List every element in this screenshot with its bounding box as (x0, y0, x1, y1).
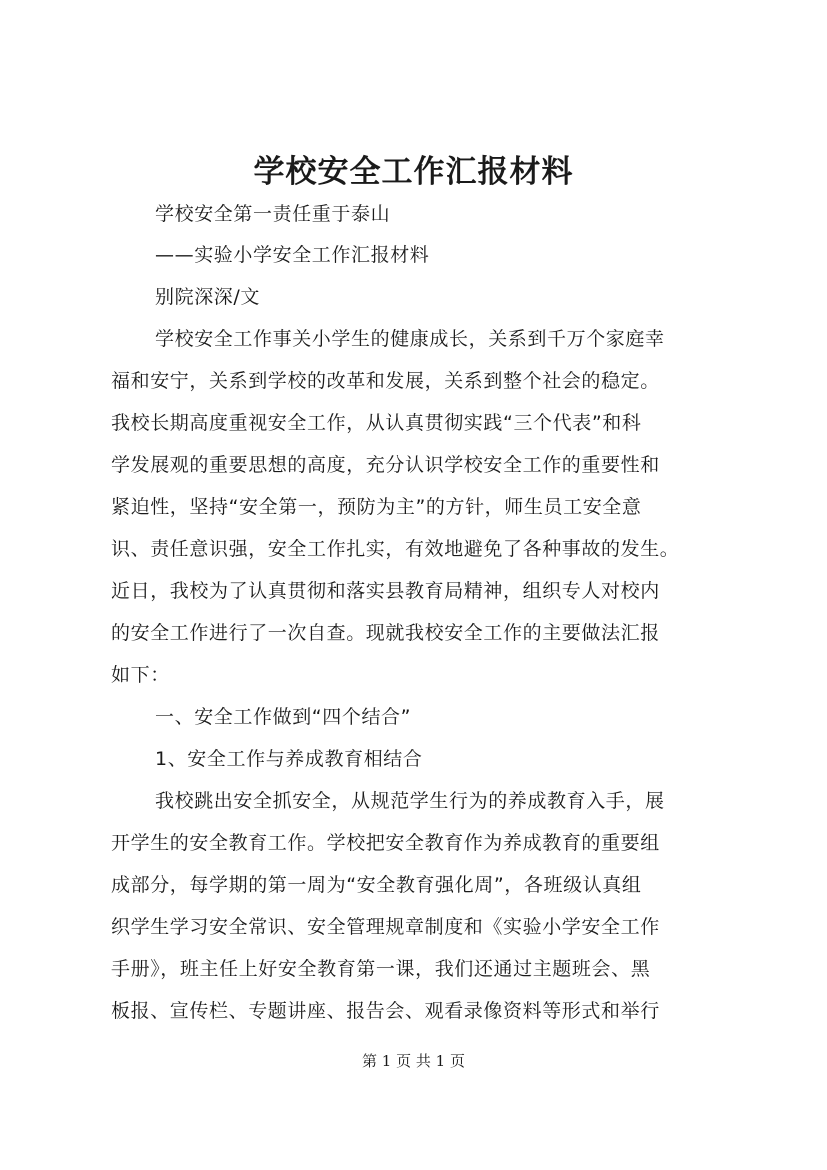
author-line: 别院深深/文 (155, 286, 261, 308)
paragraph-line: 织学生学习安全常识、安全管理规章制度和《实验小学安全工作 (111, 916, 660, 938)
subheading: ——实验小学安全工作汇报材料 (155, 244, 430, 266)
paragraph-line: 学发展观的重要思想的高度，充分认识学校安全工作的重要性和 (111, 454, 660, 476)
paragraph-line: 开学生的安全教育工作。学校把安全教育作为养成教育的重要组 (111, 832, 660, 854)
document-title: 学校安全工作汇报材料 (253, 154, 574, 190)
paragraph-line: 紧迫性，坚持“安全第一，预防为主”的方针，师生员工安全意 (111, 496, 642, 518)
paragraph-line: 如下： (111, 664, 170, 686)
paragraph-line: 板报、宣传栏、专题讲座、报告会、观看录像资料等形式和举行 (111, 1000, 660, 1022)
section-heading: 一、安全工作做到“四个结合” (155, 706, 412, 728)
paragraph-line: 的安全工作进行了一次自查。现就我校安全工作的主要做法汇报 (111, 622, 660, 644)
paragraph-line: 手册》，班主任上好安全教育第一课，我们还通过主题班会、黑 (111, 958, 651, 980)
page-number: 第 1 页 共 1 页 (362, 1052, 465, 1070)
paragraph-line: 成部分，每学期的第一周为“安全教育强化周”，各班级认真组 (111, 874, 642, 896)
paragraph-line: 福和安宁，关系到学校的改革和发展，关系到整个社会的稳定。 (111, 370, 660, 392)
paragraph-line: 识、责任意识强，安全工作扎实，有效地避免了各种事故的发生。 (111, 538, 680, 560)
paragraph-line: 近日，我校为了认真贯彻和落实县教育局精神，组织专人对校内 (111, 580, 660, 602)
subtitle: 学校安全第一责任重于泰山 (155, 203, 391, 225)
section-subheading: 1、安全工作与养成教育相结合 (155, 748, 423, 770)
paragraph-line: 我校长期高度重视安全工作，从认真贯彻实践“三个代表”和科 (111, 412, 642, 434)
paragraph-line: 学校安全工作事关小学生的健康成长，关系到千万个家庭幸 (155, 328, 665, 350)
paragraph-line: 我校跳出安全抓安全，从规范学生行为的养成教育入手，展 (155, 790, 665, 812)
